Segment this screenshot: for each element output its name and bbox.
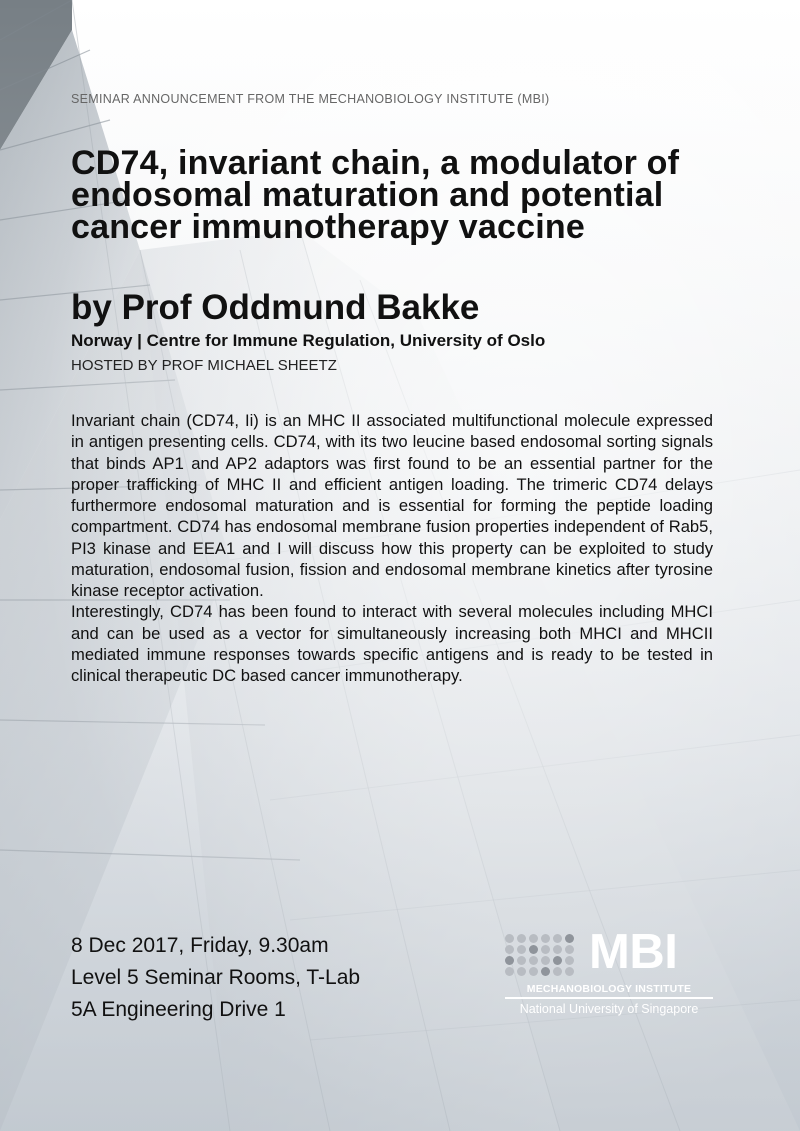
speaker-name: by Prof Oddmund Bakke bbox=[71, 288, 480, 327]
abstract bbox=[71, 410, 713, 686]
dot-grid-logo-icon bbox=[505, 934, 575, 976]
event-date-time: 8 Dec 2017, Friday, 9.30am bbox=[71, 934, 329, 957]
abstract-paragraph-2: Interestingly, CD74 has been found to interact with several molecules including MHCI and can be used as a vector for simultaneously increasing both MHCI and MHCII mediated immune responses towards specific antigens and is ready to be tested in clinical therapeutic DC based cancer immunotherapy. bbox=[71, 602, 713, 685]
event-address: 5A Engineering Drive 1 bbox=[71, 998, 286, 1021]
logo-mark: MBI bbox=[589, 925, 678, 979]
logo-divider bbox=[505, 997, 713, 999]
seminar-title: CD74, invariant chain, a modulator of endosomal maturation and potential cancer immunotherapy vaccine bbox=[71, 144, 680, 246]
mbi-logo bbox=[505, 925, 715, 1024]
logo-university: National University of Singapore bbox=[519, 1002, 699, 1016]
event-details bbox=[71, 930, 360, 1026]
host-line: HOSTED BY PROF MICHAEL SHEETZ bbox=[71, 357, 337, 374]
announcement-kicker: SEMINAR ANNOUNCEMENT FROM THE MECHANOBIOLOGY INSTITUTE (MBI) bbox=[71, 92, 550, 106]
speaker-affiliation: Norway | Centre for Immune Regulation, University of Oslo bbox=[71, 331, 546, 350]
logo-subtitle: MECHANOBIOLOGY INSTITUTE bbox=[526, 983, 692, 995]
event-venue: Level 5 Seminar Rooms, T-Lab bbox=[71, 966, 361, 989]
abstract-paragraph-1: Invariant chain (CD74, Ii) is an MHC II associated multifunctional molecule expressed in antigen presenting cells. CD74, with its two leucine based endosomal sorting signals that binds AP1 and AP2 adaptors was first found to be an essential partner for the proper trafficking of MHC II and efficient antigen loading. The trimeric CD74 delays furthermore endosomal maturation and is essential for forming the peptide loading compartment. CD74 has endosomal membrane fusion properties independent of Rab5, PI3 kinase and EEA1 and I will discuss how this property can be exploited to study maturation, endosomal fusion, fission and endosomal membrane kinetics after tyrosine kinase receptor activation. bbox=[71, 411, 713, 600]
